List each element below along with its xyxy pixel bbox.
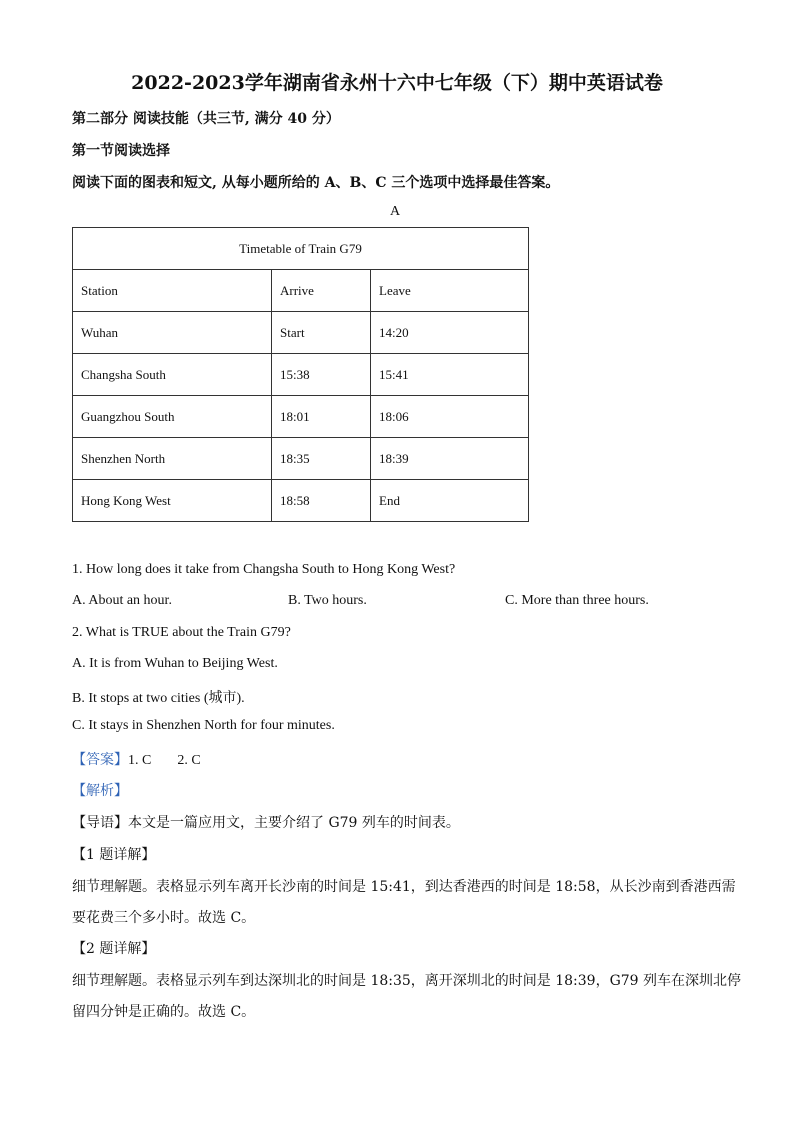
detail-2-line-2: 留四分钟是正确的。故选 C。 xyxy=(72,1004,256,1020)
table-header-row xyxy=(73,270,529,312)
detail-2-label: 【2 题详解】 xyxy=(72,941,156,957)
question-2-option-b: B. It stops at two cities (城市). xyxy=(72,691,245,706)
analysis-label: 【解析】 xyxy=(72,783,128,799)
leave-cell: 18:39 xyxy=(371,438,529,480)
leave-cell: 14:20 xyxy=(371,312,529,354)
guide-text: 本文是一篇应用文，主要介绍了 G79 列车的时间表。 xyxy=(128,815,460,831)
question-2-option-a: A. It is from Wuhan to Beijing West. xyxy=(72,656,278,671)
question-1-option-c: C. More than three hours. xyxy=(505,593,649,608)
leave-cell: End xyxy=(371,480,529,522)
arrive-cell: 18:35 xyxy=(272,438,371,480)
question-2-stem: 2. What is TRUE about the Train G79? xyxy=(72,625,291,640)
column-header-arrive: Arrive xyxy=(272,270,371,312)
instruction-text: 阅读下面的图表和短文, 从每小题所给的 A、B、C 三个选项中选择最佳答案。 xyxy=(72,175,560,191)
train-timetable xyxy=(72,227,529,522)
answer-line xyxy=(72,749,201,769)
question-2-option-c: C. It stays in Shenzhen North for four minutes. xyxy=(72,718,335,733)
answer-label: 【答案】 xyxy=(72,752,128,768)
leave-cell: 18:06 xyxy=(371,396,529,438)
table-row xyxy=(73,354,529,396)
table-row xyxy=(73,396,529,438)
table-caption: Timetable of Train G79 xyxy=(73,228,529,270)
leave-cell: 15:41 xyxy=(371,354,529,396)
table-caption-row xyxy=(73,228,529,270)
column-header-leave: Leave xyxy=(371,270,529,312)
station-cell: Shenzhen North xyxy=(73,438,272,480)
arrive-cell: 15:38 xyxy=(272,354,371,396)
arrive-cell: 18:01 xyxy=(272,396,371,438)
section-heading: 第一节阅读选择 xyxy=(72,143,170,159)
station-cell: Wuhan xyxy=(73,312,272,354)
station-cell: Guangzhou South xyxy=(73,396,272,438)
detail-2-line-1: 细节理解题。表格显示列车到达深圳北的时间是 18:35，离开深圳北的时间是 18:39，G79 列车在深圳北停 xyxy=(72,973,742,989)
arrive-cell: Start xyxy=(272,312,371,354)
detail-1-label: 【1 题详解】 xyxy=(72,847,156,863)
answer-1: 1. C xyxy=(128,753,152,768)
part-heading: 第二部分 阅读技能（共三节, 满分 40 分） xyxy=(72,111,340,127)
question-1-option-a: A. About an hour. xyxy=(72,593,172,608)
detail-1-line-2: 要花费三个多小时。故选 C。 xyxy=(72,910,256,926)
passage-label: A xyxy=(390,204,401,219)
document-title: 2022-2023学年湖南省永州十六中七年级（下）期中英语试卷 xyxy=(131,72,663,94)
guide-line xyxy=(72,812,460,832)
arrive-cell: 18:58 xyxy=(272,480,371,522)
table-row xyxy=(73,480,529,522)
question-1-stem: 1. How long does it take from Changsha South to Hong Kong West? xyxy=(72,562,456,577)
answer-2: 2. C xyxy=(177,753,201,768)
station-cell: Changsha South xyxy=(73,354,272,396)
column-header-station: Station xyxy=(73,270,272,312)
question-1-option-b: B. Two hours. xyxy=(288,593,367,608)
detail-1-line-1: 细节理解题。表格显示列车离开长沙南的时间是 15:41，到达香港西的时间是 18:58，从长沙南到香港西需 xyxy=(72,879,736,895)
station-cell: Hong Kong West xyxy=(73,480,272,522)
table-row xyxy=(73,312,529,354)
guide-label: 【导语】 xyxy=(72,815,128,831)
table-row xyxy=(73,438,529,480)
